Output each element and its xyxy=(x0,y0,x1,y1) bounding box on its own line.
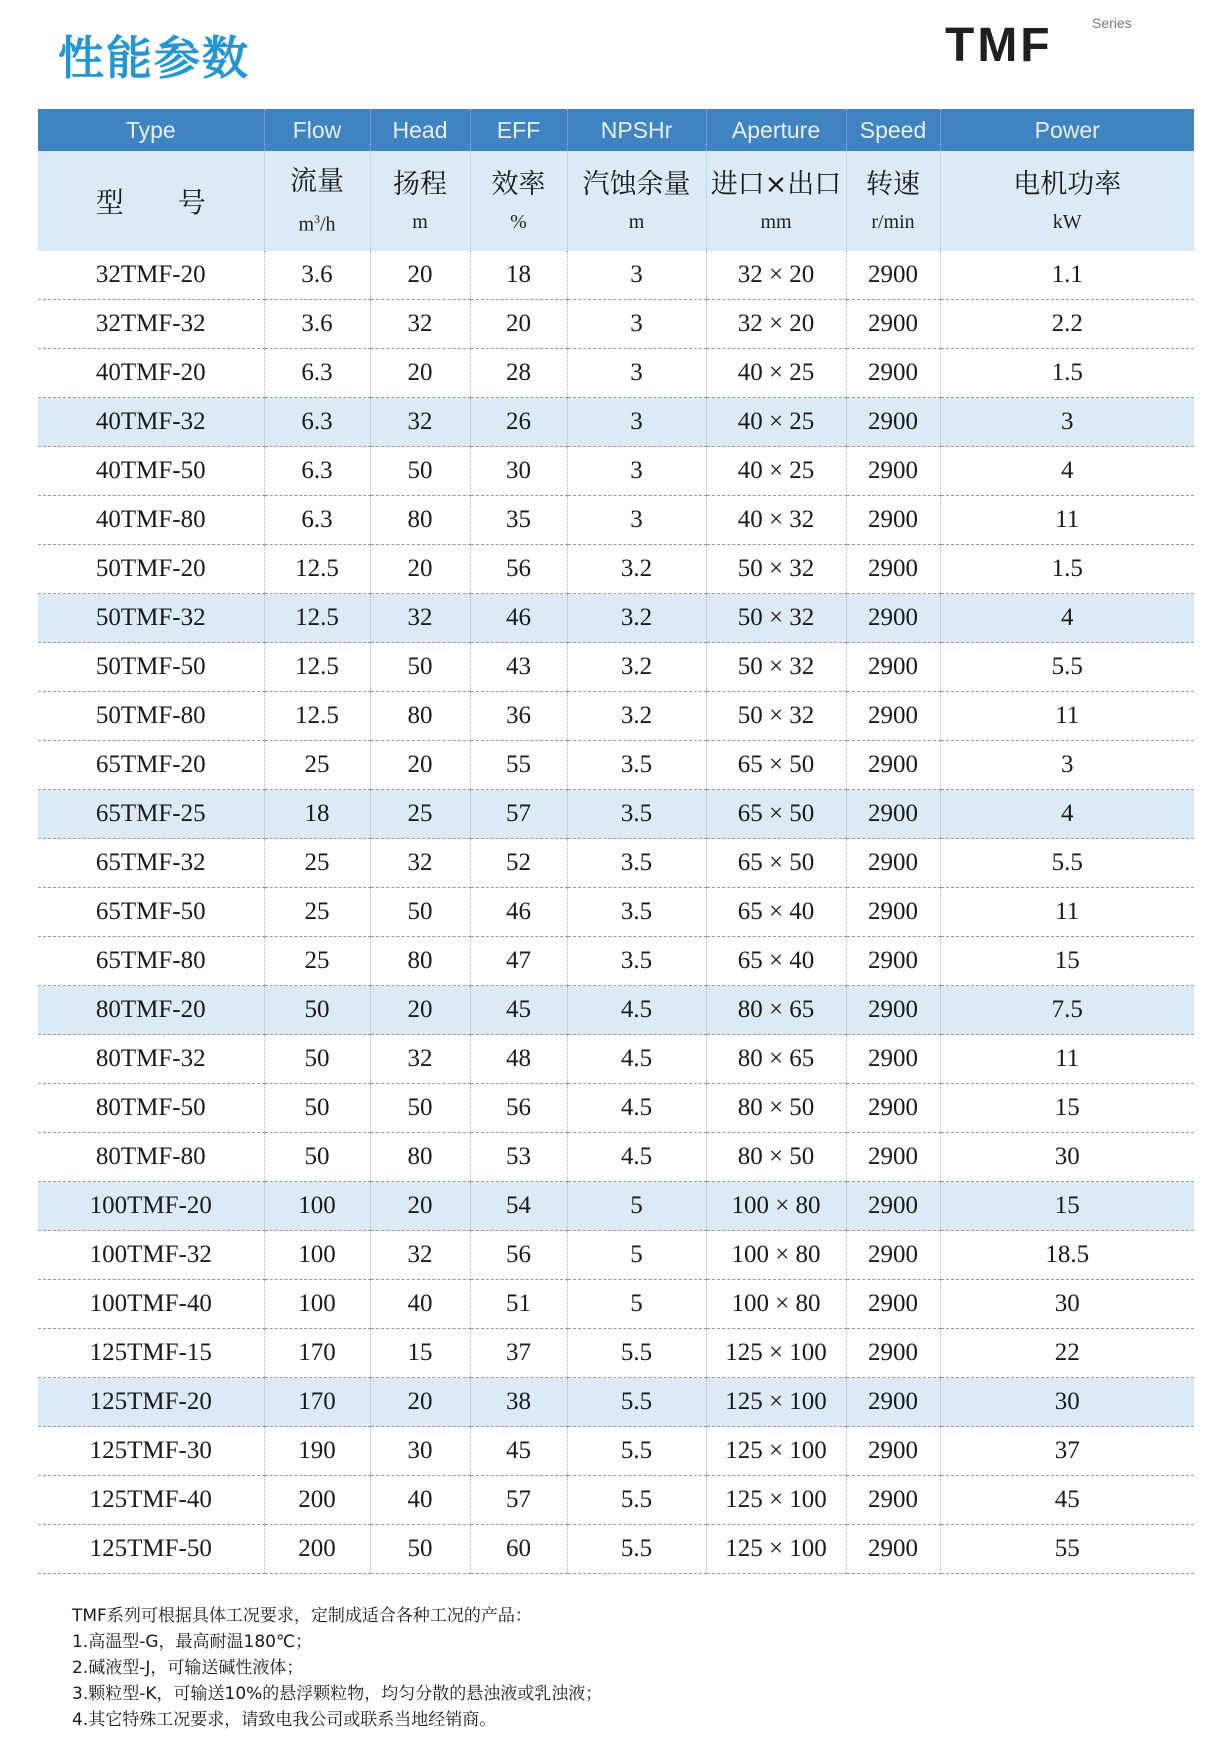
cell-flow: 25 xyxy=(264,888,370,937)
cell-speed: 2900 xyxy=(846,594,940,643)
table-row xyxy=(38,447,1194,496)
cell-type: 40TMF-32 xyxy=(38,398,264,447)
cell-npshr: 3.2 xyxy=(567,643,706,692)
cell-flow: 25 xyxy=(264,839,370,888)
cell-npshr: 4.5 xyxy=(567,1035,706,1084)
table-row xyxy=(38,937,1194,986)
cell-head: 20 xyxy=(370,1182,470,1231)
cell-flow: 170 xyxy=(264,1378,370,1427)
cell-head: 32 xyxy=(370,1035,470,1084)
col-header-npshr-en: NPSHr xyxy=(567,109,706,151)
cell-type: 125TMF-40 xyxy=(38,1476,264,1525)
note-item: 3.颗粒型-K，可输送10%的悬浮颗粒物，均匀分散的悬浊液或乳浊液； xyxy=(72,1684,603,1704)
cell-eff: 48 xyxy=(470,1035,567,1084)
page-title: 性能参数 xyxy=(58,31,250,85)
cell-eff: 57 xyxy=(470,1476,567,1525)
cell-speed: 2900 xyxy=(846,1378,940,1427)
cell-aperture: 32 × 20 xyxy=(706,251,846,300)
cell-eff: 26 xyxy=(470,398,567,447)
cell-aperture: 50 × 32 xyxy=(706,643,846,692)
cell-head: 25 xyxy=(370,790,470,839)
cell-eff: 47 xyxy=(470,937,567,986)
cell-type: 32TMF-32 xyxy=(38,300,264,349)
cell-npshr: 3.2 xyxy=(567,545,706,594)
eff-unit: % xyxy=(510,211,527,233)
cell-head: 40 xyxy=(370,1280,470,1329)
cell-eff: 46 xyxy=(470,888,567,937)
cell-speed: 2900 xyxy=(846,447,940,496)
cell-aperture: 125 × 100 xyxy=(706,1427,846,1476)
cell-aperture: 100 × 80 xyxy=(706,1231,846,1280)
cell-type: 100TMF-40 xyxy=(38,1280,264,1329)
cell-eff: 38 xyxy=(470,1378,567,1427)
cell-power: 18.5 xyxy=(940,1231,1194,1280)
cell-type: 65TMF-25 xyxy=(38,790,264,839)
cell-type: 125TMF-15 xyxy=(38,1329,264,1378)
cell-head: 15 xyxy=(370,1329,470,1378)
col-header-type-cn xyxy=(38,151,264,251)
cell-head: 32 xyxy=(370,398,470,447)
cell-aperture: 80 × 50 xyxy=(706,1084,846,1133)
cell-npshr: 4.5 xyxy=(567,986,706,1035)
table-row xyxy=(38,1378,1194,1427)
cell-speed: 2900 xyxy=(846,496,940,545)
cell-eff: 51 xyxy=(470,1280,567,1329)
cell-npshr: 4.5 xyxy=(567,1084,706,1133)
table-row xyxy=(38,1427,1194,1476)
note-item: 2.碱液型-J，可输送碱性液体； xyxy=(72,1658,304,1678)
col-header-speed-en: Speed xyxy=(846,109,940,151)
cell-speed: 2900 xyxy=(846,643,940,692)
cell-power: 15 xyxy=(940,1084,1194,1133)
col-header-speed-cn-label: 转速 xyxy=(866,169,920,200)
cell-flow: 6.3 xyxy=(264,349,370,398)
performance-table xyxy=(38,109,1194,1574)
cell-eff: 28 xyxy=(470,349,567,398)
table-row xyxy=(38,349,1194,398)
cell-npshr: 3 xyxy=(567,349,706,398)
cell-aperture: 80 × 65 xyxy=(706,1035,846,1084)
cell-speed: 2900 xyxy=(846,300,940,349)
cell-flow: 100 xyxy=(264,1280,370,1329)
cell-speed: 2900 xyxy=(846,1427,940,1476)
cell-power: 3 xyxy=(940,741,1194,790)
cell-eff: 30 xyxy=(470,447,567,496)
table-row xyxy=(38,1280,1194,1329)
table-row xyxy=(38,986,1194,1035)
cell-power: 4 xyxy=(940,594,1194,643)
cell-eff: 43 xyxy=(470,643,567,692)
cell-flow: 6.3 xyxy=(264,447,370,496)
cell-aperture: 125 × 100 xyxy=(706,1525,846,1574)
cell-flow: 12.5 xyxy=(264,594,370,643)
cell-eff: 45 xyxy=(470,986,567,1035)
cell-power: 30 xyxy=(940,1378,1194,1427)
power-unit: kW xyxy=(1052,211,1082,233)
col-header-head-cn xyxy=(370,151,470,251)
cell-head: 32 xyxy=(370,594,470,643)
cell-head: 20 xyxy=(370,741,470,790)
col-header-type-cn-label: 型号 xyxy=(95,186,260,219)
cell-flow: 200 xyxy=(264,1476,370,1525)
cell-head: 20 xyxy=(370,349,470,398)
cell-head: 80 xyxy=(370,496,470,545)
cell-type: 50TMF-20 xyxy=(38,545,264,594)
cell-head: 50 xyxy=(370,643,470,692)
cell-eff: 56 xyxy=(470,1084,567,1133)
cell-power: 7.5 xyxy=(940,986,1194,1035)
table-row xyxy=(38,594,1194,643)
table-row xyxy=(38,839,1194,888)
note-item: 1.高温型-G，最高耐温180℃； xyxy=(72,1632,313,1652)
table-row xyxy=(38,398,1194,447)
col-header-flow-en: Flow xyxy=(264,109,370,151)
cell-aperture: 40 × 25 xyxy=(706,398,846,447)
cell-npshr: 5.5 xyxy=(567,1427,706,1476)
cell-npshr: 5.5 xyxy=(567,1329,706,1378)
cell-flow: 25 xyxy=(264,741,370,790)
cell-power: 2.2 xyxy=(940,300,1194,349)
col-header-eff-en: EFF xyxy=(470,109,567,151)
cell-power: 11 xyxy=(940,692,1194,741)
cell-power: 1.5 xyxy=(940,349,1194,398)
cell-speed: 2900 xyxy=(846,1084,940,1133)
npshr-unit: m xyxy=(628,211,645,233)
cell-head: 32 xyxy=(370,839,470,888)
col-header-power-en: Power xyxy=(940,109,1194,151)
table-row xyxy=(38,1035,1194,1084)
notes-intro: TMF系列可根据具体工况要求，定制成适合各种工况的产品： xyxy=(72,1606,532,1626)
col-header-aperture-en: Aperture xyxy=(706,109,846,151)
cell-eff: 20 xyxy=(470,300,567,349)
cell-aperture: 100 × 80 xyxy=(706,1182,846,1231)
cell-flow: 190 xyxy=(264,1427,370,1476)
col-header-flow-cn-label: 流量 xyxy=(290,166,344,198)
cell-head: 32 xyxy=(370,300,470,349)
cell-npshr: 3 xyxy=(567,496,706,545)
cell-speed: 2900 xyxy=(846,741,940,790)
cell-power: 30 xyxy=(940,1133,1194,1182)
cell-type: 125TMF-50 xyxy=(38,1525,264,1574)
cell-eff: 52 xyxy=(470,839,567,888)
cell-eff: 57 xyxy=(470,790,567,839)
table-row xyxy=(38,1525,1194,1574)
cell-aperture: 40 × 25 xyxy=(706,349,846,398)
cell-aperture: 50 × 32 xyxy=(706,545,846,594)
cell-power: 15 xyxy=(940,937,1194,986)
cell-power: 4 xyxy=(940,790,1194,839)
table-row xyxy=(38,1084,1194,1133)
cell-aperture: 40 × 32 xyxy=(706,496,846,545)
col-header-aperture-cn xyxy=(706,151,846,251)
cell-type: 50TMF-32 xyxy=(38,594,264,643)
cell-speed: 2900 xyxy=(846,1476,940,1525)
cell-aperture: 65 × 40 xyxy=(706,888,846,937)
cell-power: 45 xyxy=(940,1476,1194,1525)
cell-aperture: 100 × 80 xyxy=(706,1280,846,1329)
aperture-unit: mm xyxy=(760,211,792,233)
cell-flow: 6.3 xyxy=(264,398,370,447)
cell-eff: 46 xyxy=(470,594,567,643)
cell-speed: 2900 xyxy=(846,1182,940,1231)
cell-flow: 100 xyxy=(264,1182,370,1231)
cell-flow: 18 xyxy=(264,790,370,839)
table-row xyxy=(38,1476,1194,1525)
cell-speed: 2900 xyxy=(846,790,940,839)
table-row xyxy=(38,741,1194,790)
cell-head: 50 xyxy=(370,1525,470,1574)
cell-eff: 37 xyxy=(470,1329,567,1378)
cell-head: 20 xyxy=(370,545,470,594)
cell-speed: 2900 xyxy=(846,986,940,1035)
cell-npshr: 3 xyxy=(567,447,706,496)
cell-speed: 2900 xyxy=(846,251,940,300)
cell-power: 4 xyxy=(940,447,1194,496)
cell-power: 5.5 xyxy=(940,839,1194,888)
cell-flow: 3.6 xyxy=(264,251,370,300)
cell-speed: 2900 xyxy=(846,839,940,888)
cell-eff: 55 xyxy=(470,741,567,790)
table-row xyxy=(38,888,1194,937)
cell-flow: 100 xyxy=(264,1231,370,1280)
cell-speed: 2900 xyxy=(846,692,940,741)
cell-flow: 50 xyxy=(264,1035,370,1084)
cell-speed: 2900 xyxy=(846,349,940,398)
header-row-cn xyxy=(38,151,1194,251)
cell-type: 40TMF-80 xyxy=(38,496,264,545)
col-header-type-en: Type xyxy=(38,109,264,151)
notes-block xyxy=(72,1603,602,1733)
cell-type: 125TMF-20 xyxy=(38,1378,264,1427)
cell-power: 1.1 xyxy=(940,251,1194,300)
cell-head: 40 xyxy=(370,1476,470,1525)
cell-speed: 2900 xyxy=(846,398,940,447)
cell-head: 80 xyxy=(370,937,470,986)
cell-aperture: 125 × 100 xyxy=(706,1476,846,1525)
cell-power: 11 xyxy=(940,1035,1194,1084)
table-row xyxy=(38,251,1194,300)
cell-eff: 56 xyxy=(470,1231,567,1280)
cell-type: 125TMF-30 xyxy=(38,1427,264,1476)
cell-power: 11 xyxy=(940,888,1194,937)
table-row xyxy=(38,1182,1194,1231)
cell-speed: 2900 xyxy=(846,1035,940,1084)
cell-head: 50 xyxy=(370,1084,470,1133)
cell-flow: 170 xyxy=(264,1329,370,1378)
cell-flow: 3.6 xyxy=(264,300,370,349)
table-row xyxy=(38,300,1194,349)
cell-type: 80TMF-32 xyxy=(38,1035,264,1084)
cell-npshr: 3.5 xyxy=(567,741,706,790)
cell-eff: 54 xyxy=(470,1182,567,1231)
table-row xyxy=(38,692,1194,741)
cell-flow: 12.5 xyxy=(264,643,370,692)
cell-type: 65TMF-32 xyxy=(38,839,264,888)
cell-power: 22 xyxy=(940,1329,1194,1378)
cell-aperture: 125 × 100 xyxy=(706,1378,846,1427)
cell-power: 5.5 xyxy=(940,643,1194,692)
cell-type: 65TMF-20 xyxy=(38,741,264,790)
cell-aperture: 80 × 65 xyxy=(706,986,846,1035)
cell-aperture: 32 × 20 xyxy=(706,300,846,349)
cell-npshr: 5.5 xyxy=(567,1476,706,1525)
cell-eff: 53 xyxy=(470,1133,567,1182)
cell-aperture: 80 × 50 xyxy=(706,1133,846,1182)
cell-npshr: 3.5 xyxy=(567,888,706,937)
cell-aperture: 65 × 50 xyxy=(706,741,846,790)
cell-head: 50 xyxy=(370,447,470,496)
cell-type: 100TMF-32 xyxy=(38,1231,264,1280)
col-header-flow-cn xyxy=(264,151,370,251)
col-header-npshr-cn-label: 汽蚀余量 xyxy=(582,169,691,200)
cell-npshr: 3 xyxy=(567,251,706,300)
cell-npshr: 3.5 xyxy=(567,790,706,839)
table-row xyxy=(38,643,1194,692)
cell-npshr: 5 xyxy=(567,1280,706,1329)
cell-eff: 36 xyxy=(470,692,567,741)
cell-type: 40TMF-50 xyxy=(38,447,264,496)
col-header-eff-cn xyxy=(470,151,567,251)
col-header-power-cn xyxy=(940,151,1194,251)
cell-flow: 200 xyxy=(264,1525,370,1574)
cell-head: 20 xyxy=(370,251,470,300)
cell-aperture: 50 × 32 xyxy=(706,692,846,741)
col-header-aperture-cn-label: 进口×出口 xyxy=(710,169,842,200)
col-header-power-cn-label: 电机功率 xyxy=(1013,169,1122,200)
cell-npshr: 5 xyxy=(567,1231,706,1280)
cell-flow: 12.5 xyxy=(264,545,370,594)
cell-speed: 2900 xyxy=(846,1231,940,1280)
table-row xyxy=(38,1231,1194,1280)
cell-flow: 50 xyxy=(264,1084,370,1133)
cell-npshr: 3.2 xyxy=(567,594,706,643)
cell-npshr: 3.5 xyxy=(567,839,706,888)
cell-eff: 45 xyxy=(470,1427,567,1476)
cell-type: 32TMF-20 xyxy=(38,251,264,300)
cell-npshr: 3 xyxy=(567,398,706,447)
cell-type: 80TMF-20 xyxy=(38,986,264,1035)
cell-npshr: 3.5 xyxy=(567,937,706,986)
cell-type: 65TMF-50 xyxy=(38,888,264,937)
table-row xyxy=(38,1133,1194,1182)
cell-type: 65TMF-80 xyxy=(38,937,264,986)
cell-power: 30 xyxy=(940,1280,1194,1329)
cell-aperture: 50 × 32 xyxy=(706,594,846,643)
header-row-en xyxy=(38,109,1194,151)
cell-head: 80 xyxy=(370,692,470,741)
cell-aperture: 65 × 50 xyxy=(706,839,846,888)
cell-flow: 50 xyxy=(264,986,370,1035)
cell-speed: 2900 xyxy=(846,1525,940,1574)
cell-aperture: 40 × 25 xyxy=(706,447,846,496)
cell-type: 80TMF-80 xyxy=(38,1133,264,1182)
cell-head: 30 xyxy=(370,1427,470,1476)
cell-npshr: 5 xyxy=(567,1182,706,1231)
cell-type: 50TMF-80 xyxy=(38,692,264,741)
cell-eff: 35 xyxy=(470,496,567,545)
col-header-eff-cn-label: 效率 xyxy=(491,169,546,200)
cell-power: 11 xyxy=(940,496,1194,545)
cell-power: 1.5 xyxy=(940,545,1194,594)
cell-head: 50 xyxy=(370,888,470,937)
col-header-npshr-cn xyxy=(567,151,706,251)
cell-power: 37 xyxy=(940,1427,1194,1476)
cell-aperture: 65 × 50 xyxy=(706,790,846,839)
head-unit: m xyxy=(412,211,428,233)
cell-type: 50TMF-50 xyxy=(38,643,264,692)
table-body xyxy=(38,251,1194,1574)
cell-npshr: 4.5 xyxy=(567,1133,706,1182)
cell-head: 32 xyxy=(370,1231,470,1280)
cell-speed: 2900 xyxy=(846,937,940,986)
col-header-head-en: Head xyxy=(370,109,470,151)
cell-npshr: 5.5 xyxy=(567,1525,706,1574)
brand-series-label: Series xyxy=(1092,15,1132,31)
table-row xyxy=(38,1329,1194,1378)
cell-type: 80TMF-50 xyxy=(38,1084,264,1133)
cell-npshr: 3 xyxy=(567,300,706,349)
cell-flow: 6.3 xyxy=(264,496,370,545)
cell-power: 3 xyxy=(940,398,1194,447)
cell-speed: 2900 xyxy=(846,1133,940,1182)
cell-eff: 56 xyxy=(470,545,567,594)
cell-eff: 60 xyxy=(470,1525,567,1574)
cell-speed: 2900 xyxy=(846,1280,940,1329)
cell-flow: 50 xyxy=(264,1133,370,1182)
cell-power: 55 xyxy=(940,1525,1194,1574)
cell-power: 15 xyxy=(940,1182,1194,1231)
cell-npshr: 3.2 xyxy=(567,692,706,741)
col-header-head-cn-label: 扬程 xyxy=(393,169,447,200)
note-item: 4.其它特殊工况要求，请致电我公司或联系当地经销商。 xyxy=(72,1710,497,1730)
cell-speed: 2900 xyxy=(846,1329,940,1378)
table-row xyxy=(38,790,1194,839)
table-row xyxy=(38,496,1194,545)
cell-head: 80 xyxy=(370,1133,470,1182)
speed-unit: r/min xyxy=(871,211,915,233)
brand-logo: TMF xyxy=(945,19,1053,72)
cell-type: 40TMF-20 xyxy=(38,349,264,398)
col-header-speed-cn xyxy=(846,151,940,251)
cell-speed: 2900 xyxy=(846,545,940,594)
flow-unit: $m^3/h$ xyxy=(298,212,336,236)
cell-aperture: 125 × 100 xyxy=(706,1329,846,1378)
cell-head: 20 xyxy=(370,1378,470,1427)
table-row xyxy=(38,545,1194,594)
cell-aperture: 65 × 40 xyxy=(706,937,846,986)
cell-flow: 25 xyxy=(264,937,370,986)
cell-speed: 2900 xyxy=(846,888,940,937)
cell-flow: 12.5 xyxy=(264,692,370,741)
cell-npshr: 5.5 xyxy=(567,1378,706,1427)
cell-eff: 18 xyxy=(470,251,567,300)
cell-head: 20 xyxy=(370,986,470,1035)
cell-type: 100TMF-20 xyxy=(38,1182,264,1231)
